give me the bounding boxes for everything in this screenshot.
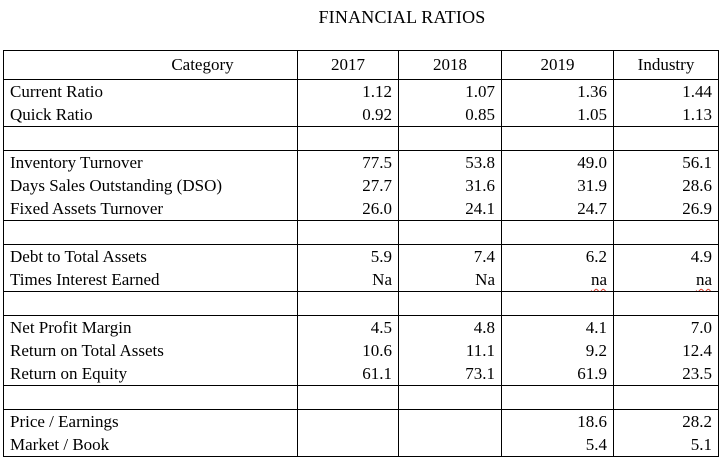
value-cell <box>502 268 614 292</box>
value-cell: 6.2 <box>502 245 614 269</box>
value-cell: 26.9 <box>614 197 719 221</box>
value-cell: 24.7 <box>502 197 614 221</box>
page-title: FINANCIAL RATIOS <box>318 7 486 27</box>
table-row <box>4 151 719 175</box>
empty-cell <box>502 127 614 151</box>
row-label: Times Interest Earned <box>4 268 298 292</box>
empty-cell <box>4 221 298 245</box>
column-header-category: Category <box>4 51 298 80</box>
value-cell: 10.6 <box>298 339 399 362</box>
table-header-row <box>4 51 719 80</box>
value-cell: 31.9 <box>502 174 614 197</box>
empty-cell <box>298 292 399 316</box>
row-label: Market / Book <box>4 433 298 457</box>
value-cell: 11.1 <box>399 339 502 362</box>
table-row <box>4 362 719 386</box>
value-cell <box>298 410 399 434</box>
row-label: Quick Ratio <box>4 103 298 127</box>
financial-ratios-table <box>3 50 719 457</box>
value-cell: 7.4 <box>399 245 502 269</box>
value-cell: 1.05 <box>502 103 614 127</box>
empty-cell <box>502 221 614 245</box>
spacer-row <box>4 221 719 245</box>
value-cell: 12.4 <box>614 339 719 362</box>
empty-cell <box>298 127 399 151</box>
value-cell: Na <box>399 268 502 292</box>
table-row <box>4 80 719 104</box>
value-cell: 4.8 <box>399 316 502 340</box>
value-cell <box>399 410 502 434</box>
column-header-2019: 2019 <box>502 51 614 80</box>
table-row <box>4 103 719 127</box>
spellcheck-flagged-text: na <box>695 270 712 289</box>
table-row <box>4 316 719 340</box>
row-label: Net Profit Margin <box>4 316 298 340</box>
value-cell: 1.36 <box>502 80 614 104</box>
value-cell: 61.1 <box>298 362 399 386</box>
value-cell: 23.5 <box>614 362 719 386</box>
empty-cell <box>502 292 614 316</box>
value-cell: 1.44 <box>614 80 719 104</box>
value-cell: 1.13 <box>614 103 719 127</box>
empty-cell <box>399 221 502 245</box>
value-cell: 56.1 <box>614 151 719 175</box>
value-cell: 4.1 <box>502 316 614 340</box>
value-cell <box>298 433 399 457</box>
table-row <box>4 245 719 269</box>
value-cell <box>614 268 719 292</box>
empty-cell <box>298 386 399 410</box>
empty-cell <box>4 386 298 410</box>
table-row <box>4 174 719 197</box>
row-label: Return on Equity <box>4 362 298 386</box>
column-header-2017: 2017 <box>298 51 399 80</box>
table-row <box>4 433 719 457</box>
value-cell: 1.07 <box>399 80 502 104</box>
value-cell: 49.0 <box>502 151 614 175</box>
value-cell: 5.1 <box>614 433 719 457</box>
value-cell: 4.9 <box>614 245 719 269</box>
value-cell: 53.8 <box>399 151 502 175</box>
value-cell: 31.6 <box>399 174 502 197</box>
empty-cell <box>298 221 399 245</box>
value-cell: 0.85 <box>399 103 502 127</box>
value-cell: 24.1 <box>399 197 502 221</box>
spacer-row <box>4 292 719 316</box>
value-cell: 7.0 <box>614 316 719 340</box>
empty-cell <box>399 127 502 151</box>
value-cell: 1.12 <box>298 80 399 104</box>
value-cell: 0.92 <box>298 103 399 127</box>
row-label: Days Sales Outstanding (DSO) <box>4 174 298 197</box>
table-row <box>4 268 719 292</box>
row-label: Return on Total Assets <box>4 339 298 362</box>
value-cell: 5.9 <box>298 245 399 269</box>
row-label: Current Ratio <box>4 80 298 104</box>
value-cell: 73.1 <box>399 362 502 386</box>
column-header-industry: Industry <box>614 51 719 80</box>
value-cell: 27.7 <box>298 174 399 197</box>
value-cell: 4.5 <box>298 316 399 340</box>
value-cell: 28.6 <box>614 174 719 197</box>
empty-cell <box>4 127 298 151</box>
spacer-row <box>4 386 719 410</box>
table-row <box>4 197 719 221</box>
table-row <box>4 339 719 362</box>
value-cell <box>399 433 502 457</box>
row-label: Debt to Total Assets <box>4 245 298 269</box>
table-row <box>4 410 719 434</box>
empty-cell <box>614 292 719 316</box>
value-cell: 61.9 <box>502 362 614 386</box>
empty-cell <box>614 127 719 151</box>
spacer-row <box>4 127 719 151</box>
empty-cell <box>399 292 502 316</box>
value-cell: 9.2 <box>502 339 614 362</box>
empty-cell <box>399 386 502 410</box>
empty-cell <box>4 292 298 316</box>
column-header-2018: 2018 <box>399 51 502 80</box>
value-cell: 77.5 <box>298 151 399 175</box>
row-label: Inventory Turnover <box>4 151 298 175</box>
empty-cell <box>614 386 719 410</box>
row-label: Fixed Assets Turnover <box>4 197 298 221</box>
value-cell: 18.6 <box>502 410 614 434</box>
value-cell: 26.0 <box>298 197 399 221</box>
row-label: Price / Earnings <box>4 410 298 434</box>
empty-cell <box>502 386 614 410</box>
value-cell: 28.2 <box>614 410 719 434</box>
spellcheck-flagged-text: na <box>590 270 607 289</box>
value-cell: Na <box>298 268 399 292</box>
value-cell: 5.4 <box>502 433 614 457</box>
empty-cell <box>614 221 719 245</box>
